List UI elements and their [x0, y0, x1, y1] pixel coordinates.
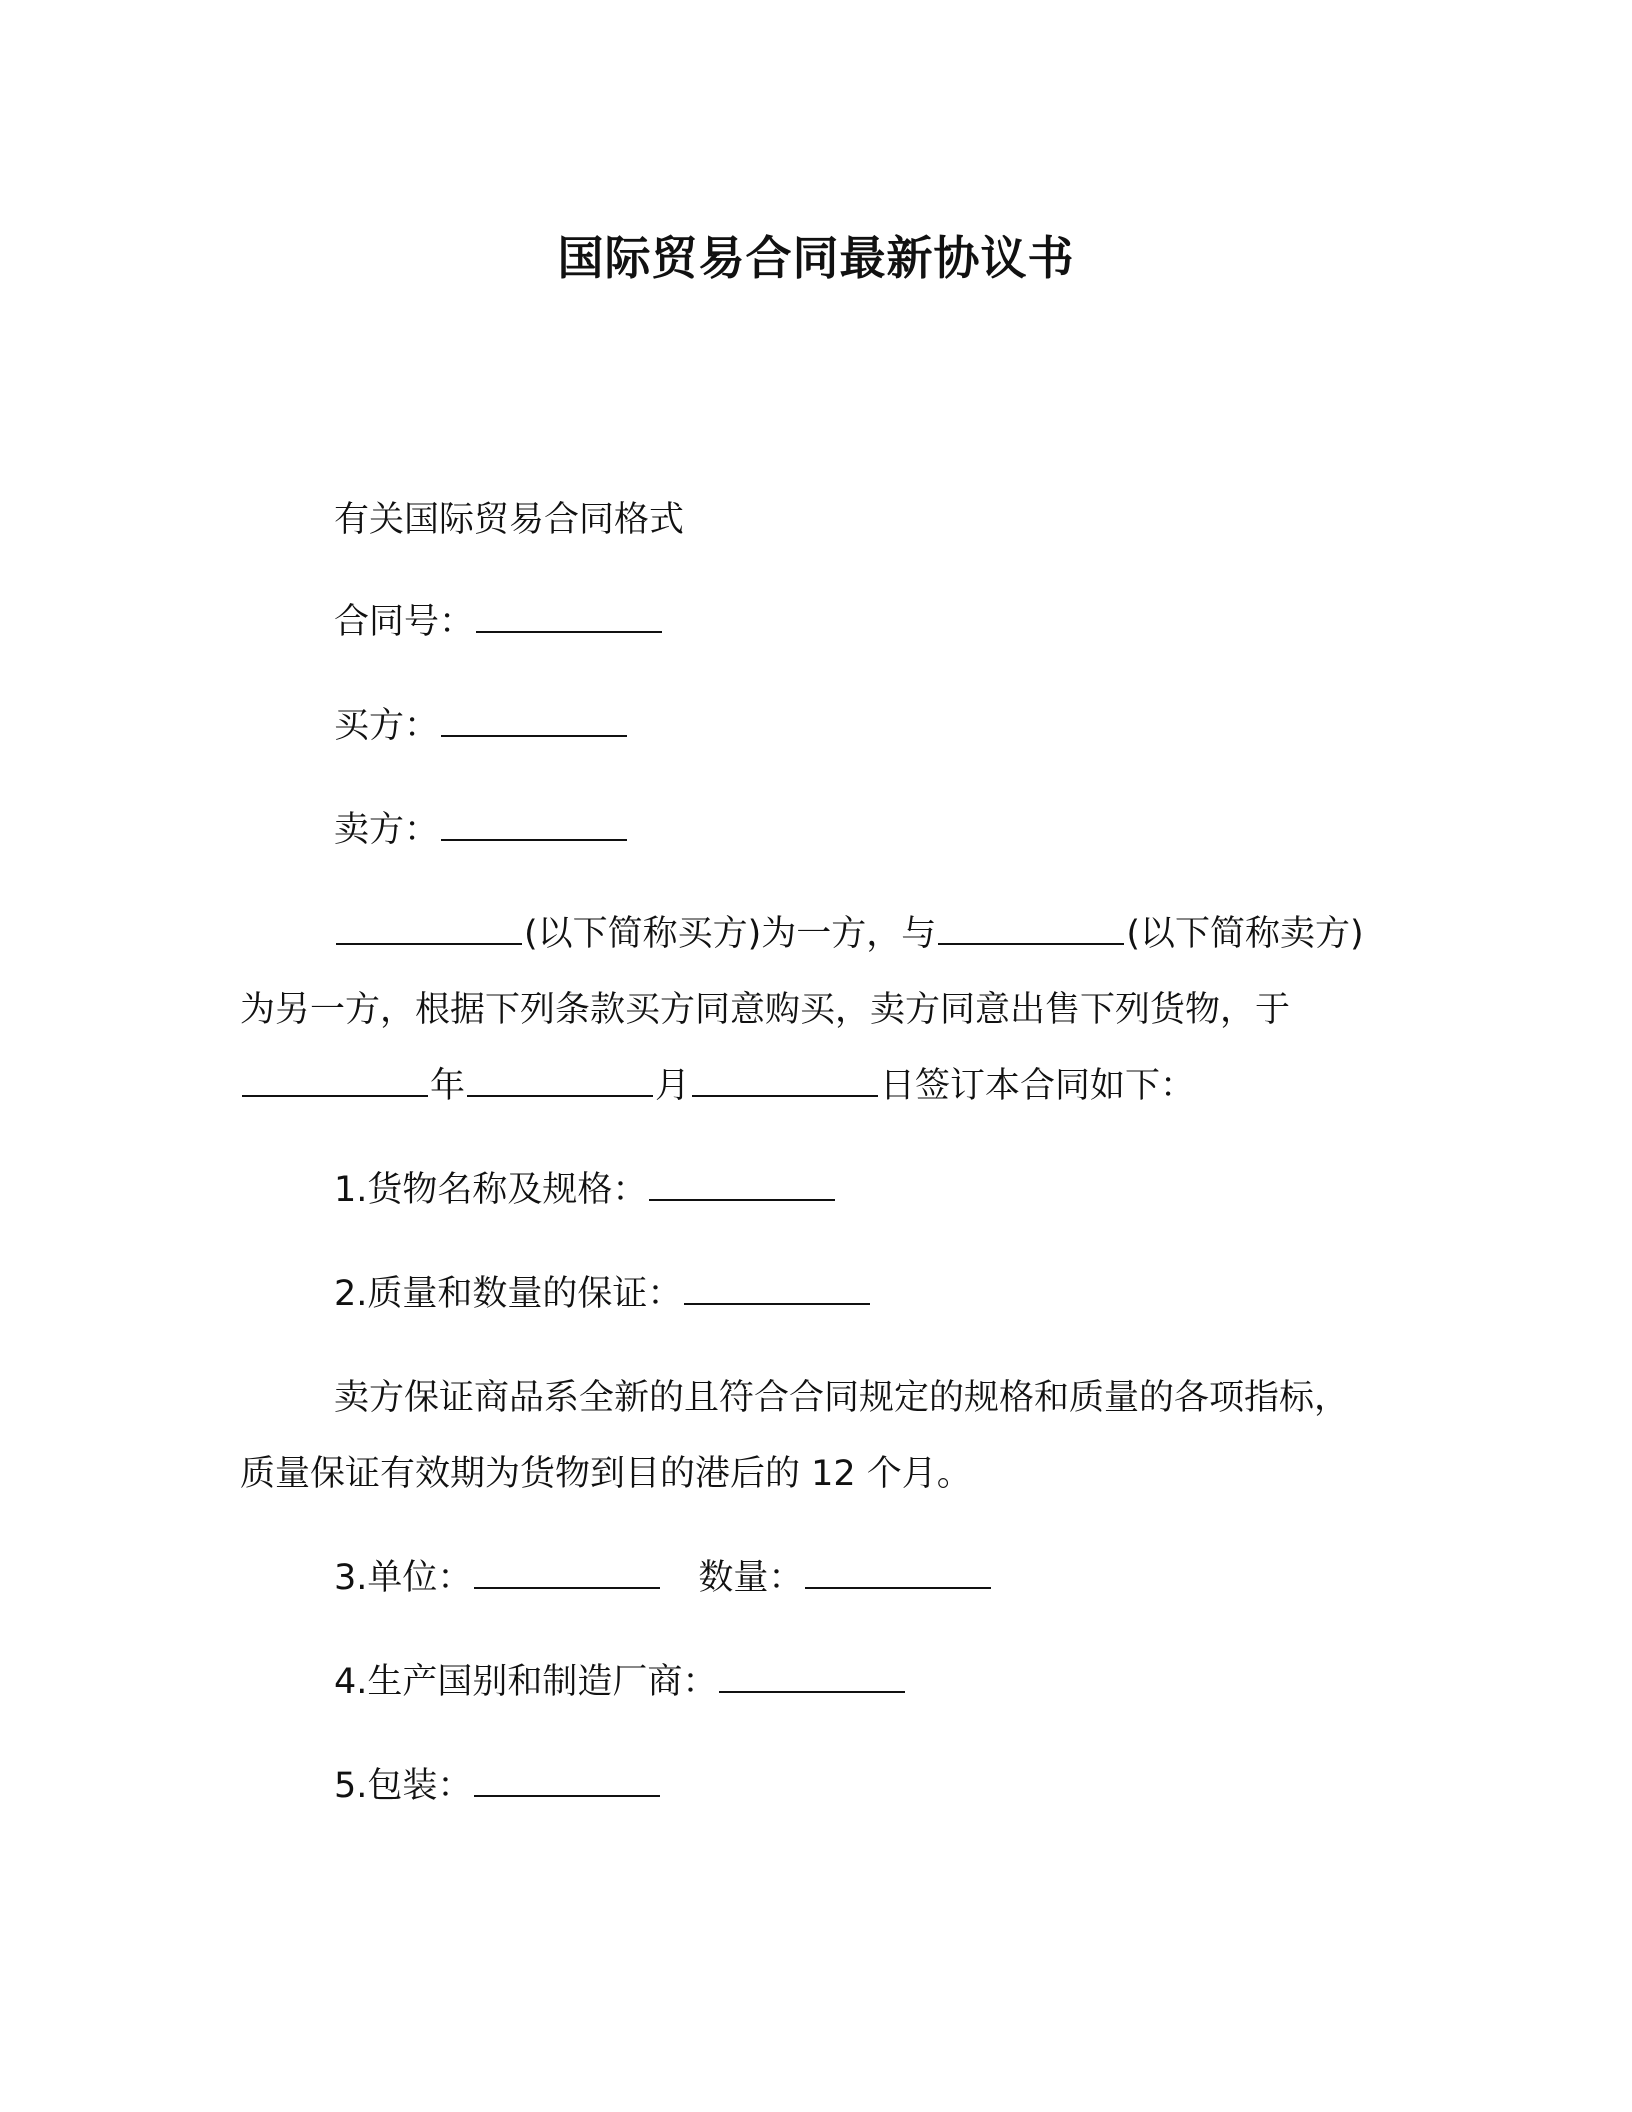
- subtitle-text: 有关国际贸易合同格式: [334, 500, 685, 540]
- item-5-blank: [474, 1765, 660, 1797]
- seller-label: 卖方：: [334, 810, 440, 850]
- day-blank: [692, 1065, 878, 1097]
- buyer-label: 买方：: [334, 706, 440, 746]
- year-blank: [242, 1065, 428, 1097]
- seller-name-blank: [938, 913, 1124, 945]
- item-2-label: 2.质量和数量的保证：: [334, 1274, 683, 1314]
- buyer-blank: [441, 705, 627, 737]
- item-3-line: [334, 1556, 993, 1600]
- buyer-name-blank: [336, 913, 522, 945]
- item-1-blank: [649, 1169, 835, 1201]
- item-4-blank: [719, 1661, 905, 1693]
- seller-blank: [441, 809, 627, 841]
- seller-line: [334, 808, 629, 852]
- intro-line-1: [334, 912, 1364, 956]
- item-3-unit-label: 3.单位：: [334, 1558, 473, 1598]
- contract-number-line: [334, 600, 664, 644]
- intro-line-3: [240, 1064, 1195, 1108]
- quality-text-2: 质量保证有效期为货物到目的港后的 12 个月。: [240, 1454, 972, 1494]
- intro-text-a: (以下简称买方)为一方，与: [524, 914, 937, 954]
- intro-text-2: 为另一方，根据下列条款买方同意购买，卖方同意出售下列货物，于: [240, 990, 1291, 1030]
- item-4-label: 4.生产国别和制造厂商：: [334, 1662, 718, 1702]
- quality-text-1: 卖方保证商品系全新的且符合合同规定的规格和质量的各项指标，: [334, 1378, 1350, 1418]
- item-4-line: [334, 1660, 907, 1704]
- item-3-qty-blank: [805, 1557, 991, 1589]
- item-5-label: 5.包装：: [334, 1766, 473, 1806]
- contract-number-label: 合同号：: [334, 602, 475, 642]
- contract-number-blank: [476, 601, 662, 633]
- intro-line-2: [240, 988, 1290, 1032]
- item-1-label: 1.货物名称及规格：: [334, 1170, 648, 1210]
- day-label: 日签订本合同如下：: [880, 1066, 1196, 1106]
- year-label: 年: [430, 1066, 466, 1106]
- intro-text-b: (以下简称卖方): [1126, 914, 1364, 954]
- item-1-line: [334, 1168, 837, 1212]
- buyer-line: [334, 704, 629, 748]
- document-title: 国际贸易合同最新协议书: [557, 231, 1075, 285]
- subtitle: [334, 498, 684, 542]
- item-3-unit-blank: [474, 1557, 660, 1589]
- item-5-line: [334, 1764, 662, 1808]
- item-2-blank: [684, 1273, 870, 1305]
- item-2-line: [334, 1272, 872, 1316]
- month-label: 月: [655, 1066, 691, 1106]
- quality-paragraph-line-1: [334, 1376, 1349, 1420]
- quality-paragraph-line-2: [240, 1452, 972, 1496]
- item-3-qty-label: 数量：: [698, 1558, 804, 1598]
- month-blank: [467, 1065, 653, 1097]
